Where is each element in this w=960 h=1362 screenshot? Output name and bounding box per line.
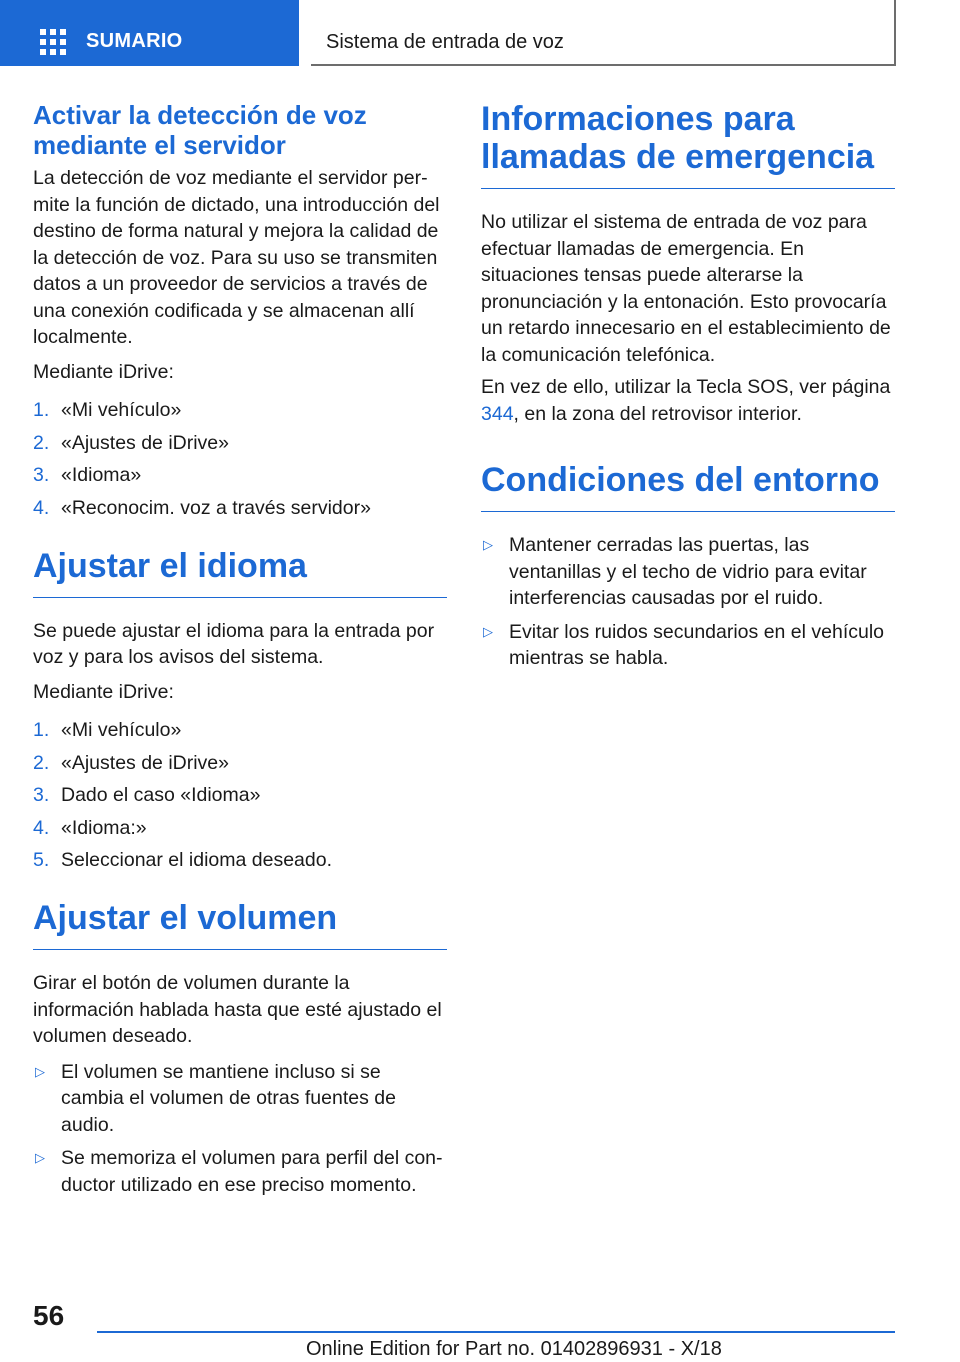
step-text: «Idioma:»: [61, 816, 147, 839]
emergency-sos-paragraph: [481, 374, 895, 427]
server-voice-paragraph: La detección de voz mediante el servidor permite la función de dictado, una introducción del destino de forma natural y mejora la calidad de la detección de voz. Para su uso se transmiten datos a un proveedor de servicios a través de una conexión codificada y se almacenan allí localmente.: [33, 167, 440, 348]
step-number: 4.: [33, 496, 50, 519]
environment-bullets: [481, 532, 895, 672]
chapter-header: [311, 0, 896, 66]
bullet-text: Se memoriza el volumen para perfil del conductor utilizado en ese preciso momento.: [61, 1147, 443, 1196]
step-text: «Ajustes de iDrive»: [61, 751, 229, 774]
emergency-paragraph: No utilizar el sistema de entrada de voz para efectuar llamadas de emergencia. En situaciones tensas puede alterarse la pronunciación y la entonación. Esto provocaría un retardo innecesario en el establecimiento de la comunicación telefónica.: [481, 211, 891, 366]
list-item: [33, 815, 447, 841]
list-item: [33, 782, 447, 808]
step-number: 2.: [33, 751, 50, 774]
list-item: [33, 1145, 447, 1198]
section-title-volume: Ajustar el volumen: [33, 899, 447, 950]
bullet-text: Mantener cerradas las puertas, las ventanillas y el techo de vidrio para evitar interferencias causadas por el ruido.: [509, 534, 867, 609]
chapter-title: Sistema de entrada de voz: [326, 31, 564, 53]
top-navigation-bar: [0, 0, 960, 66]
summary-button[interactable]: [0, 0, 299, 66]
step-number: 1.: [33, 399, 50, 421]
server-voice-steps: [33, 397, 447, 521]
step-text: Dado el caso «Idioma»: [61, 784, 261, 806]
section-title-language: Ajustar el idioma: [33, 547, 447, 598]
language-intro: Mediante iDrive:: [33, 680, 174, 703]
list-item: [481, 532, 895, 612]
step-number: 4.: [33, 816, 50, 839]
server-voice-intro: Mediante iDrive:: [33, 360, 174, 383]
section-title-environment: Condiciones del entorno: [481, 461, 895, 512]
step-text: Seleccionar el idioma deseado.: [61, 849, 333, 871]
step-text: «Ajustes de iDrive»: [61, 431, 229, 454]
step-number: 3.: [33, 784, 50, 806]
language-paragraph: Se puede ajustar el idioma para la entrada por voz y para los avisos del sistema.: [33, 619, 435, 668]
page-number: 56: [33, 1300, 65, 1331]
summary-label: SUMARIO: [86, 30, 183, 52]
step-text: «Mi vehículo»: [61, 399, 182, 421]
section-title-emergency: Informaciones para llamadas de emergencia: [481, 100, 895, 189]
step-number: 5.: [33, 849, 50, 871]
step-number: 1.: [33, 719, 50, 741]
step-number: 3.: [33, 464, 50, 486]
left-column: [33, 100, 447, 1205]
language-steps: [33, 717, 447, 873]
step-text: «Mi vehículo»: [61, 719, 182, 741]
list-item: [33, 750, 447, 776]
right-column: [481, 100, 895, 679]
list-item: [481, 619, 895, 672]
sos-text-after: , en la zona del retrovisor interior.: [513, 402, 802, 425]
triangle-bullet-icon: ▷: [35, 1063, 45, 1079]
list-item: [33, 430, 447, 456]
triangle-bullet-icon: ▷: [483, 623, 493, 639]
volume-paragraph: Girar el botón de volumen durante la información hablada hasta que esté ajustado el volumen deseado.: [33, 972, 442, 1047]
grid-menu-icon: [40, 29, 66, 55]
step-number: 2.: [33, 431, 50, 454]
page-reference-link[interactable]: 344: [481, 402, 514, 425]
list-item: [33, 397, 447, 423]
volume-bullets: [33, 1059, 447, 1199]
step-text: «Reconocim. voz a través servidor»: [61, 496, 371, 519]
list-item: [33, 717, 447, 743]
bullet-text: El volumen se mantiene incluso si se cambia el volumen de otras fuentes de audio.: [61, 1060, 396, 1136]
sos-text-before: En vez de ello, utilizar la Tecla SOS, ver página: [481, 376, 891, 398]
footer-edition-text: Online Edition for Part no. 01402896931 - X/18: [306, 1338, 722, 1360]
triangle-bullet-icon: ▷: [483, 537, 493, 552]
bullet-text: Evitar los ruidos secundarios en el vehículo mientras se habla.: [509, 620, 885, 669]
list-item: [33, 495, 447, 521]
list-item: [33, 462, 447, 488]
footer-divider: [97, 1331, 895, 1333]
list-item: [33, 847, 447, 873]
triangle-bullet-icon: ▷: [35, 1150, 45, 1165]
step-text: «Idioma»: [61, 464, 142, 486]
section-title-server-voice: Activar la detección de voz mediante el servidor: [33, 100, 367, 160]
list-item: [33, 1059, 447, 1139]
